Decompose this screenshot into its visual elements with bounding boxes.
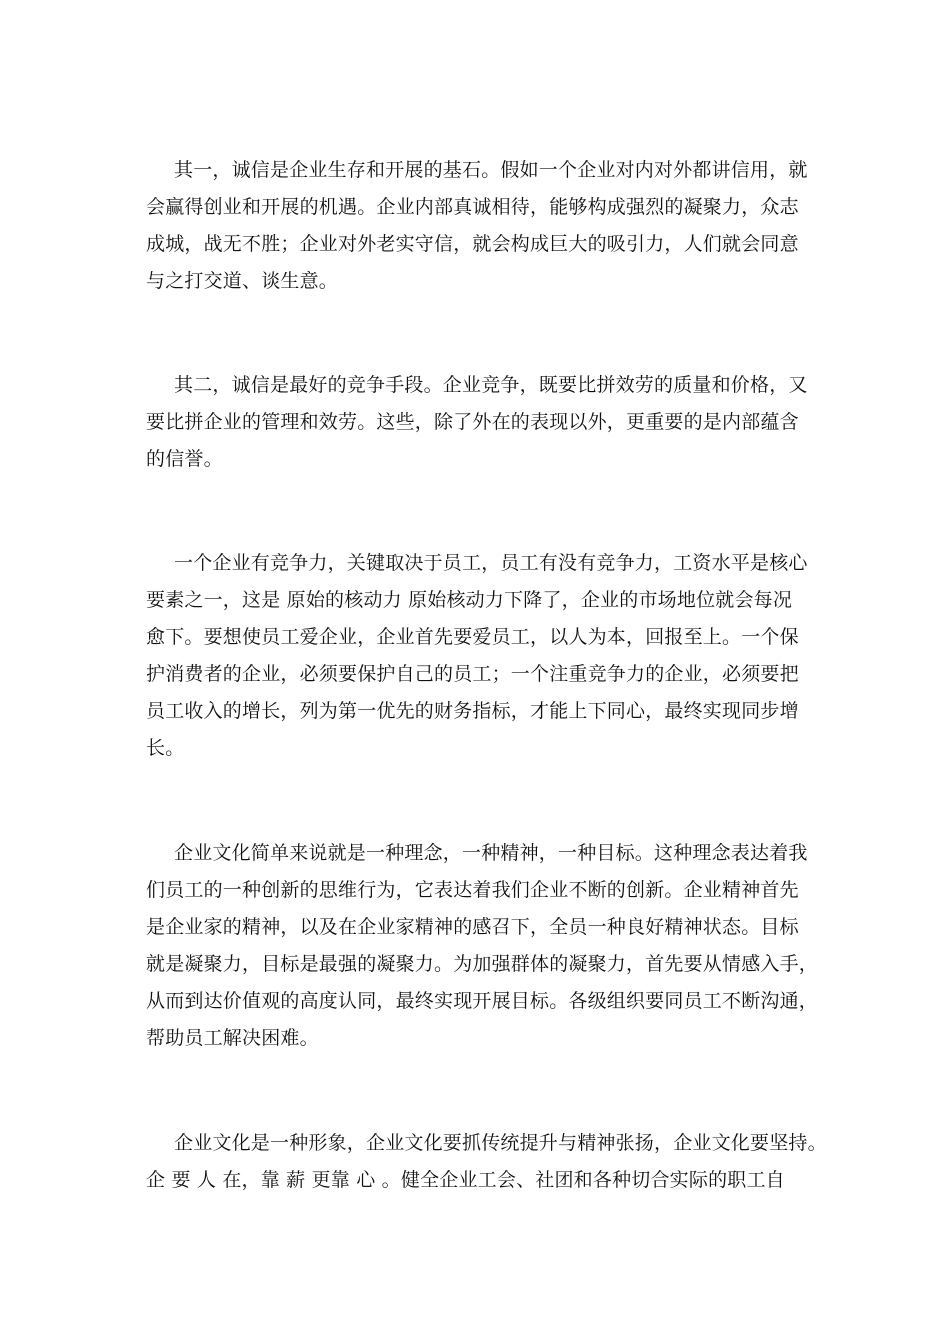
paragraph-line: 从而到达价值观的高度认同，最终实现开展目标。各级组织要同员工不断沟通， [146, 990, 819, 1012]
paragraph-line: 员工收入的增长，列为第一优先的财务指标，才能上下同心，最终实现同步增 [146, 700, 799, 722]
paragraph-line: 就是凝聚力，目标是最强的凝聚力。为加强群体的凝聚力，首先要从情感入手， [146, 953, 819, 975]
paragraph-line: 一个企业有竞争力，关键取决于员工，员工有没有竞争力，工资水平是核心 [174, 552, 808, 574]
paragraph-5 [146, 1125, 826, 1199]
paragraph-line: 愈下。要想使员工爱企业，企业首先要爱员工，以人为本，回报至上。一个保 [146, 626, 799, 648]
paragraph-line: 护消费者的企业，必须要保护自己的员工；一个注重竞争力的企业，必须要把 [146, 663, 799, 685]
paragraph-2 [146, 367, 826, 478]
paragraph-line: 其一，诚信是企业生存和开展的基石。假如一个企业对内对外都讲信用，就 [174, 159, 808, 181]
paragraph-line: 与之打交道、谈生意。 [146, 270, 339, 292]
paragraph-line: 要比拼企业的管理和效劳。这些，除了外在的表现以外，更重要的是内部蕴含 [146, 411, 799, 433]
paragraph-line: 其二，诚信是最好的竞争手段。企业竞争，既要比拼效劳的质量和价格，又 [174, 374, 808, 396]
paragraph-line: 长。 [146, 737, 185, 759]
paragraph-line: 是企业家的精神，以及在企业家精神的感召下，全员一种良好精神状态。目标 [146, 916, 799, 938]
paragraph-line: 要素之一，这是 原始的核动力 原始核动力下降了，企业的市场地位就会每况 [146, 589, 793, 611]
paragraph-line: 企业文化是一种形象，企业文化要抓传统提升与精神张扬，企业文化要坚持。 [174, 1132, 827, 1154]
paragraph-line: 帮助员工解决困难。 [146, 1027, 319, 1049]
paragraph-line: 成城，战无不胜；企业对外老实守信，就会构成巨大的吸引力，人们就会同意 [146, 233, 799, 255]
paragraph-line: 企业文化简单来说就是一种理念，一种精神，一种目标。这种理念表达着我 [174, 842, 808, 864]
paragraph-3 [146, 545, 826, 767]
paragraph-line: 企 要 人 在，靠 薪 更靠 心 。健全企业工会、社团和各种切合实际的职工自 [146, 1169, 785, 1191]
paragraph-1 [146, 152, 826, 300]
paragraph-line: 们员工的一种创新的思维行为，它表达着我们企业不断的创新。企业精神首先 [146, 879, 799, 901]
paragraph-4 [146, 835, 826, 1057]
paragraph-line: 的信誉。 [146, 448, 223, 470]
paragraph-line: 会赢得创业和开展的机遇。企业内部真诚相待，能够构成强烈的凝聚力，众志 [146, 196, 799, 218]
